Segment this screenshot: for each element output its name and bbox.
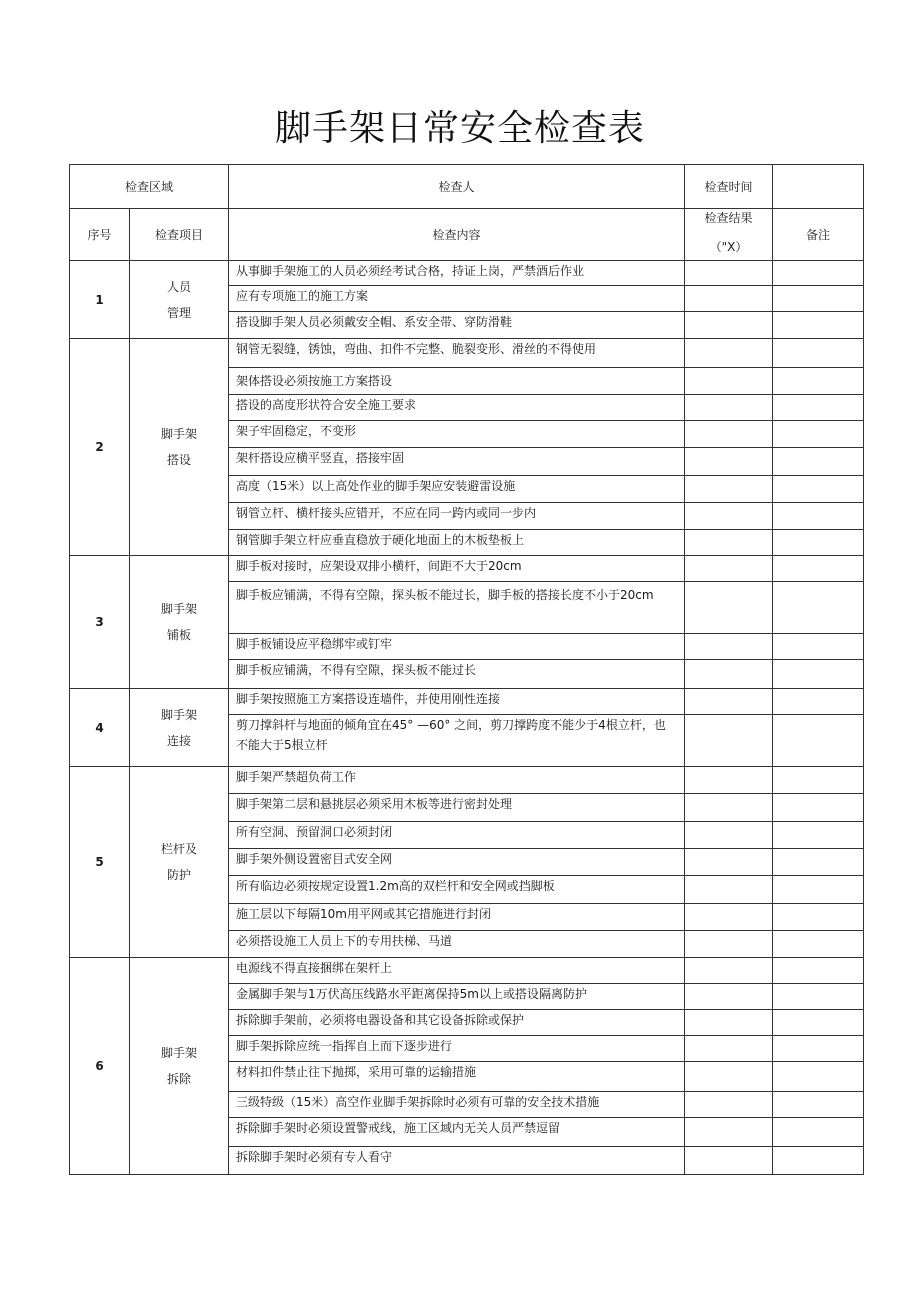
result-cell[interactable] [685,715,773,767]
note-cell[interactable] [773,794,864,822]
check-content: 搭设脚手架人员必须戴安全帽、系安全带、穿防滑鞋 [229,312,685,339]
note-cell[interactable] [773,582,864,634]
note-cell[interactable] [773,1010,864,1036]
section-number: 6 [70,958,130,1175]
note-cell[interactable] [773,312,864,339]
note-cell[interactable] [773,904,864,931]
check-content: 脚手板应铺满，不得有空隙，探头板不能过长，脚手板的搭接长度不小于20cm [229,582,685,634]
check-content: 应有专项施工的施工方案 [229,286,685,312]
header-row-area [70,165,864,209]
section-item-line2: 防护 [167,868,192,882]
inspector-label: 检查人 [229,165,685,209]
result-cell[interactable] [685,261,773,286]
check-content: 金属脚手架与1万伏高压线路水平距离保持5m以上或搭设隔离防护 [229,984,685,1010]
result-cell[interactable] [685,421,773,448]
check-content: 从事脚手架施工的人员必须经考试合格，持证上岗，严禁酒后作业 [229,261,685,286]
result-header [685,209,773,261]
note-cell[interactable] [773,1092,864,1118]
check-content: 脚手板应铺满，不得有空隙，探头板不能过长 [229,660,685,689]
check-content: 架杆搭设应横平竖直，搭接牢固 [229,448,685,476]
note-cell[interactable] [773,1147,864,1175]
check-content: 钢管脚手架立杆应垂直稳放于硬化地面上的木板垫板上 [229,530,685,556]
check-content: 脚手架第二层和悬挑层必须采用木板等进行密封处理 [229,794,685,822]
section-item-line2: 连接 [167,733,192,748]
section-number: 2 [70,339,130,556]
section-item [130,339,229,556]
no-header: 序号 [70,209,130,261]
note-cell[interactable] [773,876,864,904]
result-cell[interactable] [685,904,773,931]
note-cell[interactable] [773,767,864,794]
note-header: 备注 [773,209,864,261]
note-cell[interactable] [773,286,864,312]
result-cell[interactable] [685,556,773,582]
note-cell[interactable] [773,530,864,556]
result-cell[interactable] [685,339,773,368]
note-cell[interactable] [773,421,864,448]
section-item-line1: 脚手架 [161,427,198,441]
result-cell[interactable] [685,1036,773,1062]
section-item [130,689,229,767]
check-content: 施工层以下每隔10m用平网或其它措施进行封闭 [229,904,685,931]
result-cell[interactable] [685,312,773,339]
check-content: 脚手架严禁超负荷工作 [229,767,685,794]
result-header-line2: （"X） [709,240,748,254]
check-content: 材料扣件禁止往下抛掷，采用可靠的运输措施 [229,1062,685,1092]
check-content: 脚手架外侧设置密目式安全网 [229,849,685,876]
note-cell[interactable] [773,822,864,849]
result-header-line1: 检查结果 [704,211,753,225]
note-cell[interactable] [773,984,864,1010]
section-item-line2: 搭设 [167,453,192,467]
result-cell[interactable] [685,395,773,421]
check-content: 钢管无裂缝，锈蚀，弯曲、扣件不完整、脆裂变形、滑丝的不得使用 [229,339,685,368]
section-number: 5 [70,767,130,958]
section-number: 4 [70,689,130,767]
section-number: 3 [70,556,130,689]
check-content: 脚手架按照施工方案搭设连墙件，并使用刚性连接 [229,689,685,715]
section-item-line1: 栏杆及 [161,842,198,856]
check-content: 电源线不得直接捆绑在架杆上 [229,958,685,984]
result-cell[interactable] [685,582,773,634]
note-cell[interactable] [773,689,864,715]
result-cell[interactable] [685,1118,773,1147]
check-content: 架子牢固稳定，不变形 [229,421,685,448]
area-label: 检查区域 [70,165,229,209]
section-item-line1: 脚手架 [161,707,198,722]
note-cell[interactable] [773,261,864,286]
note-cell[interactable] [773,476,864,503]
check-content: 剪刀撑斜杆与地面的倾角宜在45° —60° 之间，剪刀撑跨度不能少于4根立杆，也不能大于5根立杆 [229,715,685,767]
check-content: 拆除脚手架时必须设置警戒线，施工区域内无关人员严禁逗留 [229,1118,685,1147]
check-content: 脚手板铺设应平稳绑牢或钉牢 [229,634,685,660]
checklist-row [70,556,864,582]
result-cell[interactable] [685,476,773,503]
note-cell[interactable] [773,448,864,476]
note-cell[interactable] [773,556,864,582]
section-item-line2: 拆除 [167,1072,192,1086]
check-content: 所有临边必须按规定设置1.2m高的双栏杆和安全网或挡脚板 [229,876,685,904]
note-cell[interactable] [773,849,864,876]
section-item-line1: 脚手架 [161,602,198,616]
result-cell[interactable] [685,794,773,822]
check-content: 搭设的高度形状符合安全施工要求 [229,395,685,421]
time-value-cell[interactable] [773,165,864,209]
result-cell[interactable] [685,503,773,530]
item-header: 检查项目 [130,209,229,261]
check-content: 必须搭设施工人员上下的专用扶梯、马道 [229,931,685,958]
section-item-line1: 脚手架 [161,1046,198,1060]
checklist-row [70,767,864,794]
result-cell[interactable] [685,660,773,689]
result-cell[interactable] [685,286,773,312]
checklist-row [70,261,864,286]
section-item [130,958,229,1175]
check-content: 脚手架拆除应统一指挥自上而下逐步进行 [229,1036,685,1062]
note-cell[interactable] [773,503,864,530]
check-content: 拆除脚手架前，必须将电器设备和其它设备拆除或保护 [229,1010,685,1036]
result-cell[interactable] [685,767,773,794]
result-cell[interactable] [685,368,773,395]
checklist-row [70,958,864,984]
checklist-row [70,689,864,715]
note-cell[interactable] [773,1062,864,1092]
checklist-row [70,339,864,368]
note-cell[interactable] [773,958,864,984]
note-cell[interactable] [773,715,864,767]
result-cell[interactable] [685,689,773,715]
result-cell[interactable] [685,1147,773,1175]
result-cell[interactable] [685,958,773,984]
check-content: 高度（15米）以上高处作业的脚手架应安装避雷设施 [229,476,685,503]
check-content: 三级特级（15米）高空作业脚手架拆除时必须有可靠的安全技术措施 [229,1092,685,1118]
note-cell[interactable] [773,634,864,660]
result-cell[interactable] [685,984,773,1010]
note-cell[interactable] [773,368,864,395]
content-header: 检查内容 [229,209,685,261]
section-item-line2: 管理 [167,305,192,320]
result-cell[interactable] [685,530,773,556]
result-cell[interactable] [685,849,773,876]
result-cell[interactable] [685,1010,773,1036]
result-cell[interactable] [685,448,773,476]
check-content: 所有空洞、预留洞口必须封闭 [229,822,685,849]
result-cell[interactable] [685,634,773,660]
note-cell[interactable] [773,1118,864,1147]
note-cell[interactable] [773,660,864,689]
note-cell[interactable] [773,1036,864,1062]
note-cell[interactable] [773,395,864,421]
inspection-table [69,164,864,1175]
result-cell[interactable] [685,1062,773,1092]
result-cell[interactable] [685,876,773,904]
header-row-columns [70,209,864,261]
result-cell[interactable] [685,931,773,958]
check-content: 脚手板对接时，应架设双排小横杆，间距不大于20cm [229,556,685,582]
note-cell[interactable] [773,931,864,958]
section-item-line1: 人员 [167,279,192,294]
result-cell[interactable] [685,1092,773,1118]
section-item [130,261,229,339]
check-content: 架体搭设必须按施工方案搭设 [229,368,685,395]
note-cell[interactable] [773,339,864,368]
section-item [130,767,229,958]
section-item-line2: 铺板 [167,628,192,642]
result-cell[interactable] [685,822,773,849]
section-item [130,556,229,689]
check-content: 拆除脚手架时必须有专人看守 [229,1147,685,1175]
check-content: 钢管立杆、横杆接头应错开，不应在同一跨内或同一步内 [229,503,685,530]
page-title: 脚手架日常安全检查表 [274,108,645,149]
time-label: 检查时间 [685,165,773,209]
section-number: 1 [70,261,130,339]
